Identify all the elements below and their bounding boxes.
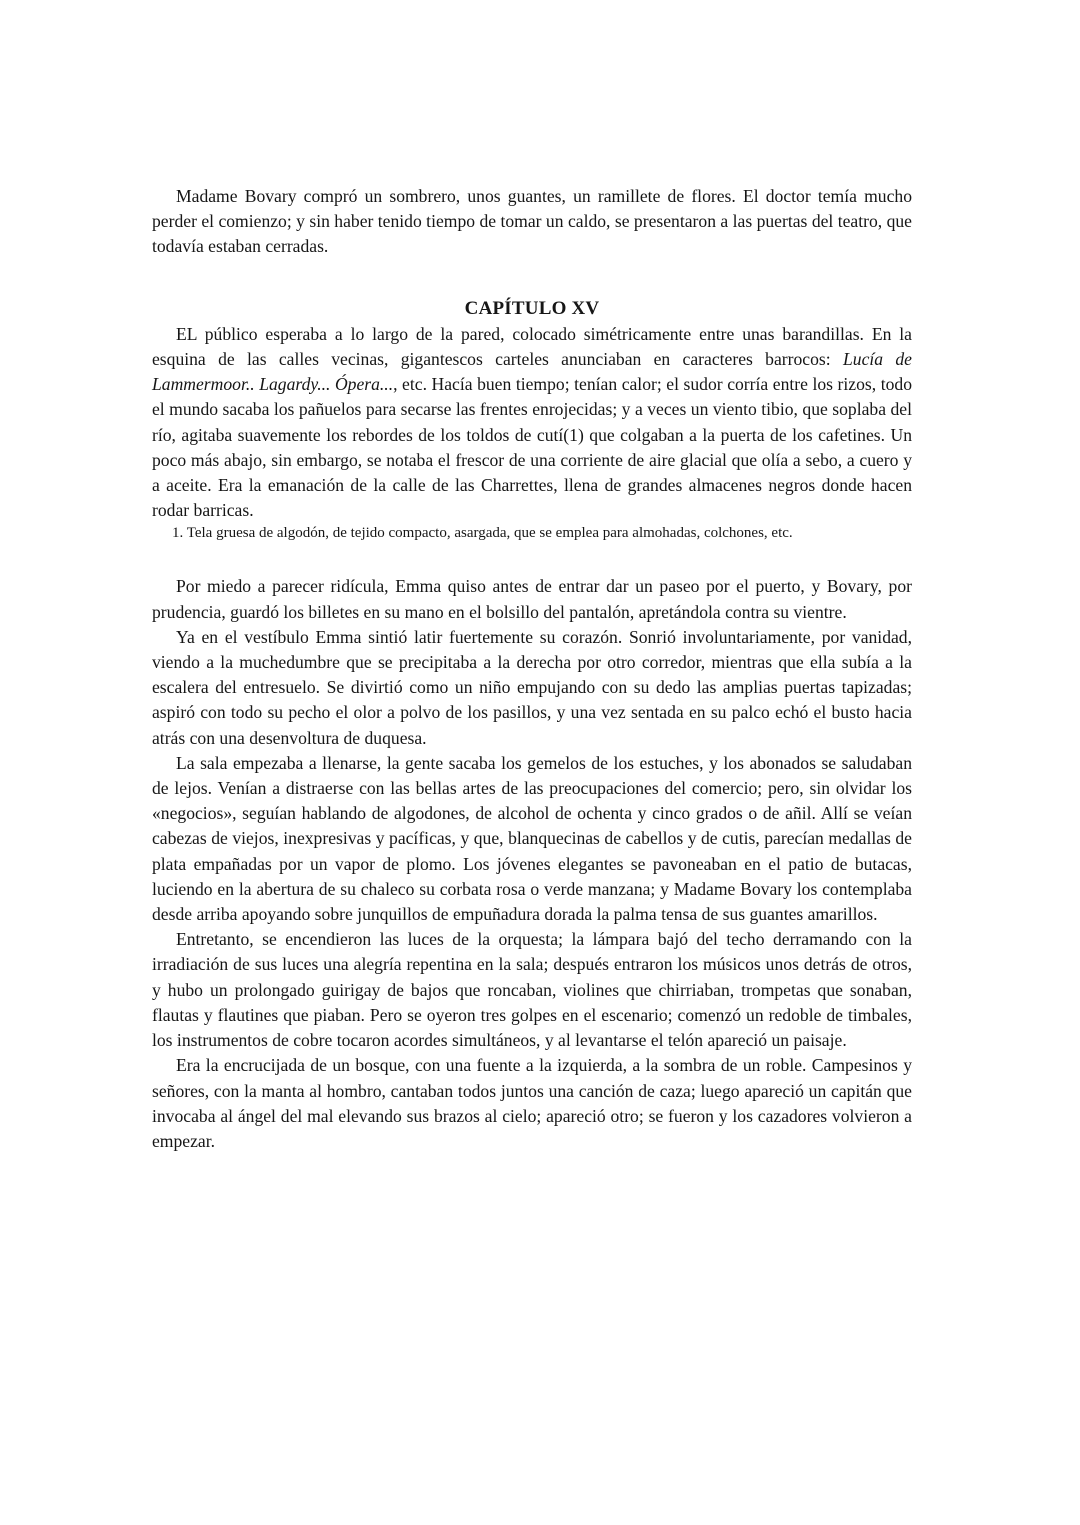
paragraph [152, 1053, 912, 1154]
text-run: Madame Bovary compró un sombrero, unos guantes, un ramillete de flores. El doctor temía mucho perder el comienzo; y sin haber tenido tiempo de tomar un caldo, se presentaron a las puertas del teatro, que todavía estaban cerradas. [152, 186, 912, 257]
italic-text-run: Lucía de Lammermoor.. Lagardy... Ópera... [152, 349, 912, 395]
chapter-heading [152, 296, 912, 321]
paragraph [152, 574, 912, 624]
text-run: La sala empezaba a llenarse, la gente sacaba los gemelos de los estuches, y los abonados se saludaban de lejos. Venían a distraerse con las bellas artes de las preocupaciones del comercio; pero, sin olvidar los «negocios», seguían hablando de algodones, de alcohol de ochenta y cinco grados o de añil. Allí se veían cabezas de viejos, inexpresivas y pacíficas, y que, blanquecinas de cabellos y de cutis, parecían medallas de plata empañadas por un vapor de plomo. Los jóvenes elegantes se pavoneaban en el patio de butacas, luciendo en la abertura de su chaleco su corbata rosa o verde manzana; y Madame Bovary los contemplaba desde arriba apoyando sobre junquillos de empuñadura dorada la palma tensa de sus guantes amarillos. [152, 752, 912, 925]
footnote [152, 523, 912, 544]
text-run: EL público esperaba a lo largo de la pared, colocado simétricamente entre unas barandillas. En la esquina de las calles vecinas, gigantescos carteles anunciaban en caracteres barrocos: [152, 323, 912, 370]
paragraph [152, 625, 912, 751]
text-run: CAPÍTULO XV [464, 297, 600, 319]
text-run: Ya en el vestíbulo Emma sintió latir fuertemente su corazón. Sonrió involuntariamente, por vanidad, viendo a la muchedumbre que se precipitaba a la derecha por otro corredor, mientras que ella subía a la escalera del entresuelo. Se divirtió como un niño empujando con su dedo las amplias puertas tapizadas; aspiró con todo su pecho el olor a polvo de los pasillos, y una vez sentada en su palco echó el busto hacia atrás con una desenvoltura de duquesa. [152, 626, 912, 748]
text-run: Entretanto, se encendieron las luces de la orquesta; la lámpara bajó del techo derramando con la irradiación de sus luces una alegría repentina en la sala; después entraron los músicos unos detrás de otros, y hubo un prolongado guirigay de bajos que roncaban, violines que chirriaban, trompetas que sonaban, flautas y flautines que piaban. Pero se oyeron tres golpes en el escenario; comenzó un redoble de timbales, los instrumentos de cobre tocaron acordes simultáneos, y al levantarse el telón apareció un paisaje. [152, 929, 912, 1051]
text-run: Era la encrucijada de un bosque, con una fuente a la izquierda, a la sombra de un roble. Campesinos y señores, con la manta al hombro, cantaban todos juntos una canción de caza; luego apareció un capitán que invocaba al ángel del mal elevando sus brazos al cielo; apareció otro; se fueron y los cazadores volvieron a empezar. [152, 1055, 912, 1151]
text-run: 1. Tela gruesa de algodón, de tejido compacto, asargada, que se emplea para almohadas, colchones, etc. [172, 525, 793, 542]
text-run: , etc. Hacía buen tiempo; tenían calor; el sudor corría entre los rizos, todo el mundo sacaba los pañuelos para secarse las frentes enrojecidas; y a veces un viento tibio, que soplaba del río, agitaba suavemente los rebordes de los toldos de cutí(1) que colgaban a la puerta de los cafetines. Un poco más abajo, sin embargo, se notaba el frescor de una corriente de aire glacial que olía a sebo, a cuero y a aceite. Era la emanación de la calle de las Charrettes, llena de grandes almacenes negros donde hacen rodar barricas. [152, 374, 912, 521]
paragraph [152, 184, 912, 260]
paragraph [152, 751, 912, 927]
text-run: Por miedo a parecer ridícula, Emma quiso antes de entrar dar un paseo por el puerto, y Bovary, por prudencia, guardó los billetes en su mano en el bolsillo del pantalón, apretándola contra su vientre. [152, 576, 912, 622]
paragraph [152, 927, 912, 1053]
paragraph [152, 322, 912, 524]
page-text [152, 184, 912, 1154]
